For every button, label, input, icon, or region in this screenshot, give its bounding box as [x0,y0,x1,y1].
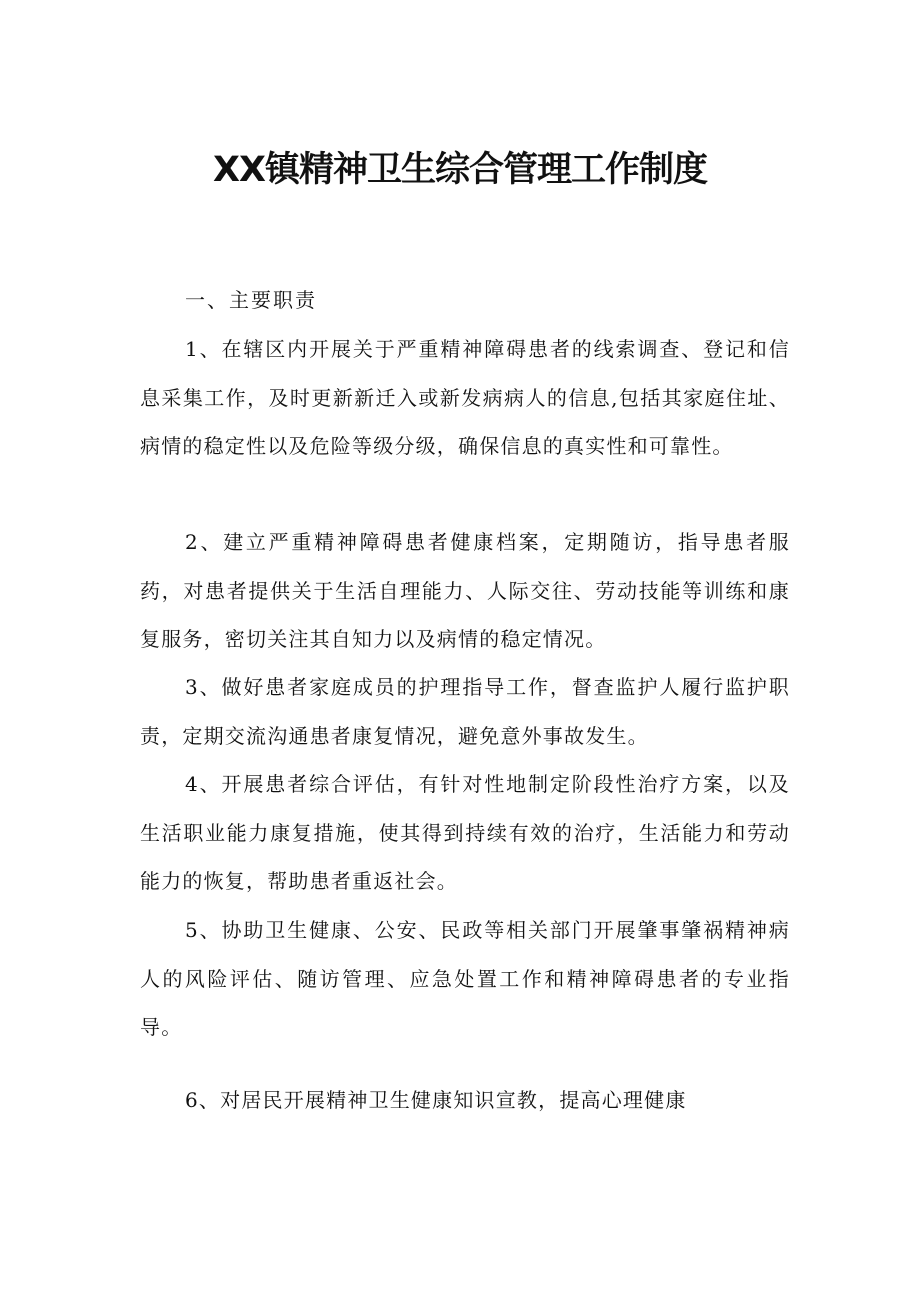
document-title: XX镇精神卫生综合管理工作制度 [213,150,707,190]
paragraph-5: 5、协助卫生健康、公安、民政等相关部门开展肇事肇祸精神病人的风险评估、随访管理、应急处置工作和精神障碍患者的专业指导。 [140,918,790,1039]
paragraph-4: 4、开展患者综合评估，有针对性地制定阶段性治疗方案，以及生活职业能力康复措施，使其得到持续有效的治疗，生活能力和劳动能力的恢复，帮助患者重返社会。 [140,772,790,893]
paragraph-3: 3、做好患者家庭成员的护理指导工作，督查监护人履行监护职责，定期交流沟通患者康复情况，避免意外事故发生。 [140,675,790,748]
section-heading: 一、主要职责 [185,288,317,312]
paragraph-2: 2、建立严重精神障碍患者健康档案，定期随访，指导患者服药，对患者提供关于生活自理能力、人际交往、劳动技能等训练和康复服务，密切关注其自知力以及病情的稳定情况。 [140,530,790,651]
paragraph-6: 6、对居民开展精神卫生健康知识宣教，提高心理健康 [185,1088,687,1112]
paragraph-1: 1、在辖区内开展关于严重精神障碍患者的线索调查、登记和信息采集工作，及时更新新迁入或新发病病人的信息,包括其家庭住址、病情的稳定性以及危险等级分级，确保信息的真实性和可靠性。 [140,337,790,458]
